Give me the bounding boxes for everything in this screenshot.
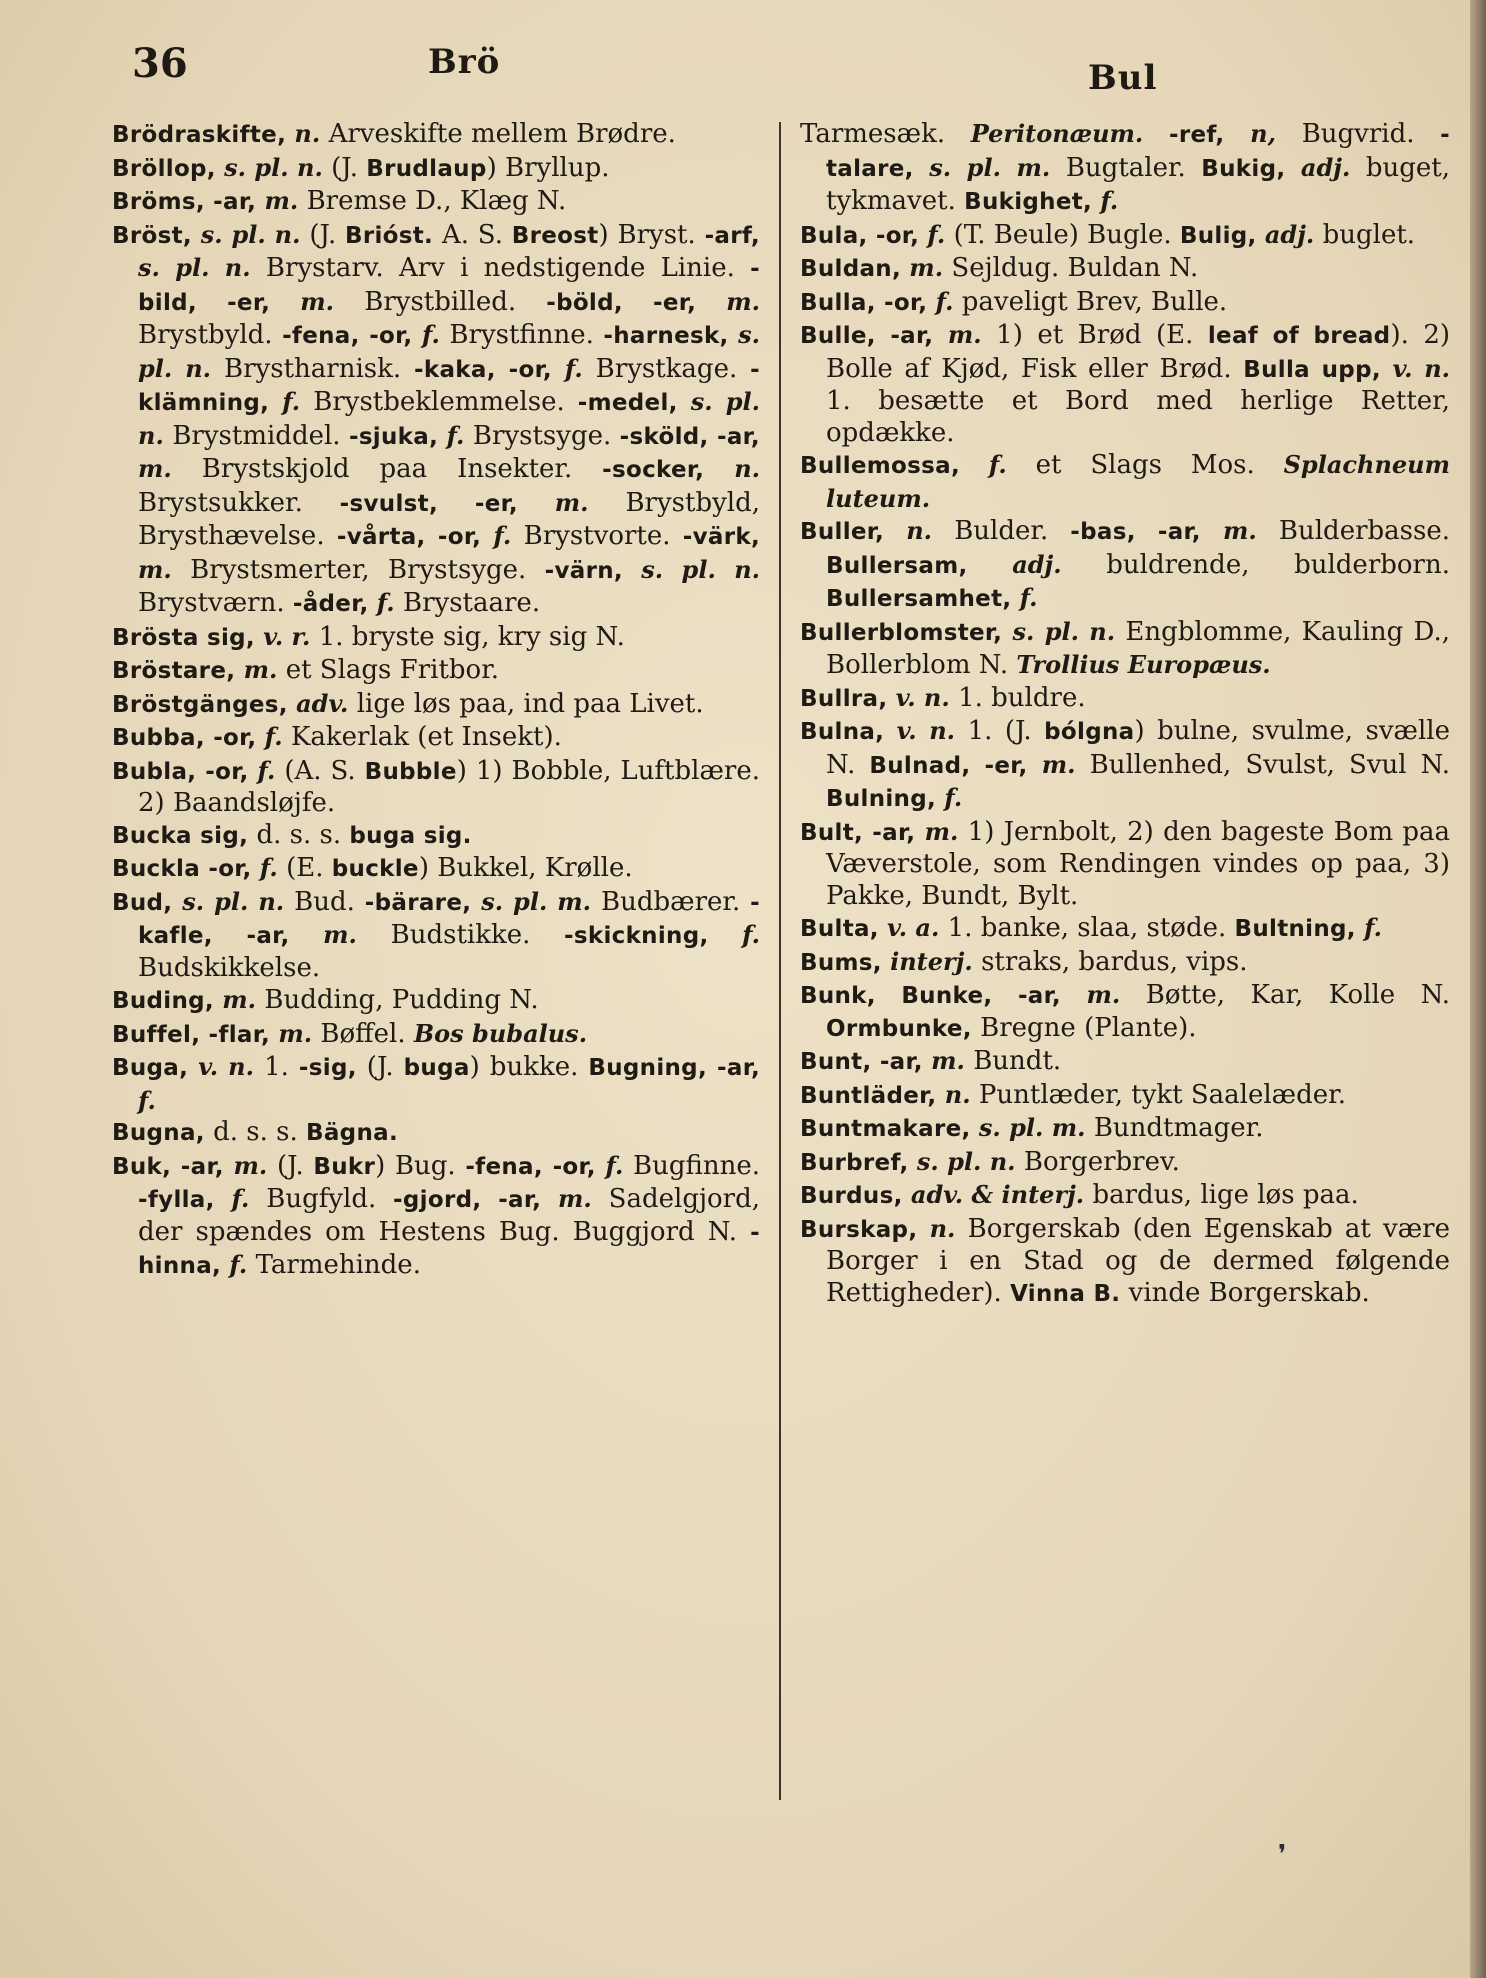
entry-headword: Buller, (800, 519, 907, 545)
dictionary-entry (800, 1213, 1450, 1311)
entry-headword: Brödraskifte, (112, 122, 295, 148)
dictionary-entry (112, 755, 760, 820)
entry-grammar-note: f. (1019, 583, 1038, 612)
entry-headword: Brudlaup (366, 155, 487, 182)
entry-definition: paveligt Brev, Bulle. (961, 286, 1228, 317)
entry-definition: Borgerbrev. (1023, 1146, 1180, 1177)
entry-headword: -böld, -er, (546, 289, 727, 316)
entry-grammar-note: f. (282, 387, 314, 416)
dictionary-entry (112, 219, 760, 621)
entry-definition: Borgerskab (den Egenskab at være Borger i en Stad og de dermed følgende Rettigheder). (826, 1213, 1450, 1308)
entry-definition: vinde Borgerskab. (1128, 1277, 1370, 1308)
entry-grammar-note: m. (554, 487, 626, 517)
entry-headword: Bröllop, (112, 155, 225, 182)
entry-headword: Bulla upp, (1243, 356, 1393, 383)
entry-grammar-note: m. (300, 286, 365, 316)
entry-grammar-note: f. (605, 1150, 634, 1180)
entry-definition: Bugfinne. (633, 1150, 761, 1181)
entry-definition: Brystharnisk. (224, 353, 415, 384)
entry-grammar-note: Splachneum luteum. (826, 450, 1450, 513)
entry-grammar-note: f. (1100, 186, 1119, 215)
entry-headword: leaf of bread (1207, 323, 1391, 349)
entry-grammar-note: m. (222, 985, 265, 1014)
entry-headword: buga sig. (349, 822, 472, 849)
entry-grammar-note: adv. & interj. (910, 1180, 1093, 1209)
entry-headword: Bugna, (112, 1120, 214, 1146)
dictionary-entry (112, 1051, 760, 1117)
dictionary-entry (112, 1150, 760, 1283)
entry-headword: -värk, (682, 524, 760, 550)
dictionary-entry (800, 912, 1450, 946)
entry-grammar-note: f. (493, 521, 524, 550)
dictionary-entry (112, 118, 760, 152)
entry-definition: 1. buldre. (958, 682, 1086, 713)
entry-definition: straks, bardus, vips. (981, 946, 1248, 977)
entry-definition: 1. banke, slaa, støde. (947, 913, 1235, 943)
entry-headword: Burdus, (800, 1183, 911, 1209)
entry-headword: -kafle, -ar, (138, 889, 761, 949)
entry-grammar-note: f. (1364, 913, 1382, 942)
entry-grammar-note: adj. (1264, 219, 1323, 249)
entry-definition: Engblomme, Kauling D., Bollerblom N. (826, 616, 1450, 680)
entry-headword: -åder, (292, 591, 377, 617)
entry-grammar-note: m. (323, 920, 391, 949)
entry-grammar-note: m. (1086, 980, 1146, 1009)
entry-headword: Bröst, (112, 222, 201, 249)
entry-definition: et Slags Mos. (1035, 450, 1284, 480)
entry-definition: Budskikkelse. (138, 952, 321, 983)
entry-headword: Buding, (112, 988, 223, 1014)
entry-grammar-note: v. n. (1392, 353, 1451, 383)
entry-headword: -fylla, (138, 1187, 232, 1213)
entry-grammar-note: f. (264, 722, 291, 751)
entry-grammar-note: n. (906, 516, 955, 545)
dictionary-entry (112, 984, 760, 1018)
entry-definition: Bøtte, Kar, Kolle N. (1145, 980, 1451, 1010)
entry-headword: bólgna (1044, 719, 1135, 745)
entry-definition: ) Bug. (375, 1150, 466, 1181)
entry-headword: -svulst, -er, (339, 490, 555, 517)
entry-grammar-note: f. (257, 755, 285, 785)
entry-definition: Bremse D., Klæg N. (306, 186, 567, 216)
entry-headword: Bullersam, (826, 552, 1013, 579)
entry-headword: Vinna B. (1010, 1280, 1129, 1307)
entry-definition: 1) Jernbolt, 2) den bageste Bom paa Væverstole, som Rendingen vindes op paa, 3) Pakke, Bundt, Bylt. (826, 816, 1450, 911)
entry-headword: Bullerblomster, (800, 619, 1013, 646)
entry-definition: ) Bryllup. (486, 152, 610, 183)
dictionary-entry (112, 654, 760, 688)
entry-headword: -fena, -or, (465, 1153, 606, 1180)
entry-definition: Brystvorte. (523, 521, 683, 551)
right-guide-word: Bul (1088, 58, 1158, 98)
entry-definition: 1. (J. (967, 716, 1045, 746)
entry-grammar-note: v. n. (895, 682, 959, 712)
entry-definition: Brystskjold paa Insekter. (201, 454, 603, 484)
entry-headword: Bult, -ar, (800, 819, 925, 846)
entry-grammar-note: m. (726, 286, 760, 316)
dictionary-entry (800, 1146, 1450, 1180)
entry-definition: (A. S. (284, 755, 365, 786)
entry-definition: Brystfinne. (449, 320, 604, 350)
dictionary-entry (112, 688, 760, 722)
dictionary-entry (800, 1045, 1450, 1079)
entry-grammar-note: n. (944, 1079, 979, 1109)
dictionary-entry (112, 185, 760, 219)
entry-headword: Bulig, (1179, 222, 1265, 249)
entry-grammar-note: m. (278, 1018, 321, 1048)
entry-grammar-note: f. (376, 588, 403, 617)
dictionary-entry (112, 152, 760, 186)
entry-definition: Bugvrid. (1301, 119, 1441, 149)
entry-headword: Ormbunke, (826, 1015, 981, 1042)
page-number: 36 (132, 40, 188, 87)
entry-definition: Brystarv. Arv i nedstigende Linie. (265, 253, 751, 283)
entry-headword: Buldan, (800, 256, 910, 282)
dictionary-entry (112, 1117, 760, 1150)
dictionary-entry (112, 621, 760, 655)
entry-grammar-note: m. (138, 554, 191, 584)
entry-definition: 1. besætte et Bord med herlige Retter, opdække. (826, 386, 1450, 448)
entry-definition: A. S. (441, 219, 512, 250)
entry-definition: Bud. (294, 886, 365, 917)
dictionary-entry (800, 616, 1450, 682)
entry-grammar-note: m. (1041, 749, 1090, 779)
entry-definition: Bullenhed, Svulst, Svul N. (1089, 749, 1450, 780)
entry-headword: -kaka, -or, (414, 356, 565, 383)
entry-grammar-note: m. (924, 816, 968, 846)
entry-grammar-note: s. pl. m. (929, 152, 1066, 182)
left-column (112, 118, 760, 1283)
entry-grammar-note: f. (935, 286, 962, 316)
entry-definition: Bugtaler. (1065, 152, 1202, 183)
entry-grammar-note: adj. (1012, 549, 1107, 579)
entry-definition: Budstikke. (390, 920, 565, 950)
dictionary-entry (800, 252, 1450, 286)
entry-definition: (E. (286, 853, 332, 883)
entry-definition: lige løs paa, ind paa Livet. (356, 688, 704, 719)
entry-grammar-note: n, (1250, 119, 1302, 148)
entry-headword: Bula, -or, (800, 222, 928, 249)
entry-definition: ) 1) Bobble, Luftblære. 2) Baandsløjfe. (138, 755, 760, 818)
entry-definition: d. s. s. (213, 1117, 307, 1147)
entry-headword: Bubla, -or, (112, 758, 258, 785)
right-column (800, 118, 1450, 1310)
entry-definition: bardus, lige løs paa. (1092, 1180, 1359, 1210)
entry-grammar-note: m. (947, 320, 997, 349)
entry-headword: Burbref, (800, 1149, 917, 1176)
entry-grammar-note: Bos bubalus. (413, 1018, 588, 1048)
entry-headword: buga (403, 1055, 470, 1081)
entry-headword: -hinna, (138, 1219, 760, 1279)
entry-grammar-note: v. r. (263, 621, 319, 651)
entry-grammar-note: f. (988, 450, 1036, 479)
entry-definition: Arveskifte mellem Brødre. (328, 119, 676, 149)
entry-grammar-note: v. n. (198, 1052, 265, 1081)
entry-headword: Bulning, (826, 786, 945, 812)
entry-headword: Bullemossa, (800, 453, 989, 479)
entry-headword: Buffel, -flar, (112, 1021, 279, 1048)
entry-grammar-note: s. pl. n. (224, 152, 332, 182)
entry-headword: -bild, -er, (138, 256, 760, 316)
dictionary-entry (112, 852, 760, 886)
entry-headword: Bunt, -ar, (800, 1049, 932, 1075)
dictionary-entry (800, 946, 1450, 980)
entry-definition: Bulder. (954, 516, 1071, 546)
entry-grammar-note: s. pl. n. (182, 886, 295, 916)
entry-definition: Tarmesæk. (800, 119, 971, 149)
entry-headword: -vårta, -or, (336, 524, 494, 550)
entry-grammar-note: f. (927, 219, 954, 249)
dictionary-entry (800, 449, 1450, 515)
entry-grammar-note: n. (294, 119, 329, 148)
entry-grammar-note: f. (229, 1250, 256, 1279)
entry-headword: Bubble (364, 758, 457, 785)
entry-grammar-note: m. (264, 186, 307, 215)
entry-grammar-note: m. (233, 1150, 277, 1180)
entry-grammar-note: s. pl. m. (481, 886, 602, 916)
dictionary-entry (112, 886, 760, 985)
entry-grammar-note: Trollius Europæus. (1016, 650, 1271, 679)
entry-definition: Sadelgjord, der spændes om Hestens Bug. Buggjord N. (138, 1184, 761, 1247)
entry-definition: Budding, Pudding N. (264, 985, 539, 1015)
entry-headword: -sig, (298, 1055, 367, 1081)
entry-definition: Brystsyge. (472, 420, 620, 451)
entry-grammar-note: s. pl. n. (916, 1146, 1024, 1176)
entry-headword: Brösta sig, (112, 624, 264, 651)
dictionary-entry (800, 286, 1450, 320)
entry-definition: (J. (331, 152, 367, 183)
entry-grammar-note: s. pl. n. (138, 253, 266, 282)
entry-headword: Burskap, (800, 1216, 930, 1243)
entry-definition: Brystkage. (595, 353, 751, 384)
entry-headword: Bukr (313, 1153, 376, 1180)
dictionary-entry (800, 515, 1450, 616)
entry-grammar-note: f. (421, 320, 450, 349)
entry-definition: buglet. (1322, 219, 1416, 250)
entry-grammar-note: m. (558, 1184, 609, 1213)
page-header (0, 40, 1470, 110)
entry-definition: Bøffel. (320, 1018, 414, 1049)
entry-definition: (J. (366, 1052, 404, 1082)
entry-definition: ) bulne, svulme, svælle N. (826, 716, 1450, 780)
entry-grammar-note: v. n. (896, 716, 968, 745)
entry-grammar-note: v. a. (887, 913, 948, 942)
entry-headword: -sköld, -ar, (619, 423, 760, 450)
entry-definition: Brystbilled. (364, 286, 547, 317)
entry-headword: Bröstare, (112, 658, 244, 684)
entry-grammar-note: s. pl. n. (138, 320, 760, 383)
left-guide-word: Brö (428, 42, 501, 82)
entry-definition: 1. (264, 1052, 299, 1082)
entry-headword: Bukig, (1201, 155, 1301, 182)
entry-definition: Tarmehinde. (255, 1250, 421, 1280)
dictionary-entry (800, 816, 1450, 913)
entry-definition: Brystsmerter, Brystsyge. (190, 554, 545, 585)
dictionary-entry (800, 979, 1450, 1045)
entry-definition: 1. bryste sig, kry sig N. (318, 621, 625, 652)
entry-headword: -fena, -or, (282, 323, 422, 349)
entry-grammar-note: f. (446, 420, 473, 450)
entry-grammar-note: s. pl. n. (1012, 616, 1126, 646)
entry-headword: Bulnad, -er, (869, 752, 1042, 779)
entry-definition: Bugfyld. (266, 1184, 394, 1214)
dictionary-entry (800, 118, 1450, 219)
entry-definition: buget, tykmavet. (826, 152, 1451, 216)
entry-grammar-note: m. (243, 655, 286, 684)
entry-definition: Brystbyld. (138, 320, 283, 350)
entry-grammar-note: f. (138, 1085, 156, 1115)
entry-headword: -skickning, (564, 923, 743, 949)
entry-definition: 1) et Brød (E. (996, 320, 1208, 350)
entry-headword: -talare, (826, 122, 1451, 182)
dictionary-entry (112, 721, 760, 755)
dictionary-entry (800, 1079, 1450, 1113)
entry-headword: Brióst. (345, 222, 442, 249)
entry-definition: buldrende, bulderborn. (1106, 549, 1450, 580)
entry-headword: -arf, (704, 222, 760, 249)
entry-headword: Buckla -or, (112, 856, 260, 882)
entry-headword: -medel, (577, 390, 691, 416)
dictionary-entry (112, 820, 760, 853)
entry-headword: -socker, (602, 457, 735, 483)
dictionary-entry (800, 682, 1450, 716)
entry-headword: -sjuka, (348, 423, 447, 450)
entry-headword: Buga, (112, 1055, 199, 1081)
entry-headword: Bultning, (1234, 916, 1365, 942)
entry-grammar-note: m. (138, 454, 202, 483)
entry-headword: Bunk, Bunke, -ar, (800, 983, 1087, 1009)
entry-grammar-note: Peritonæum. (970, 119, 1169, 148)
entry-definition: Brystmiddel. (172, 420, 349, 451)
entry-grammar-note: s. pl. m. (978, 1113, 1094, 1142)
entry-grammar-note: f. (742, 920, 760, 949)
entry-headword: Bulna, (800, 719, 897, 745)
entry-grammar-note: n. (929, 1213, 968, 1243)
entry-definition: ) Bukkel, Krølle. (418, 853, 633, 883)
entry-definition: d. s. s. (256, 819, 350, 850)
entry-headword: Bud, (112, 889, 183, 916)
entry-grammar-note: f. (944, 783, 963, 812)
entry-headword: -harnesk, (603, 323, 739, 349)
dictionary-entry (800, 1179, 1450, 1213)
entry-definition: ) bukke. (469, 1052, 589, 1082)
entry-grammar-note: m. (1222, 516, 1279, 545)
entry-definition: Bregne (Plante). (980, 1012, 1197, 1043)
entry-headword: -bas, -ar, (1070, 519, 1223, 545)
entry-headword: Bröms, -ar, (112, 189, 265, 215)
entry-definition: ). 2) Bolle af Kjød, Fisk eller Brød. (826, 320, 1451, 384)
entry-headword: Bugning, -ar, (588, 1055, 760, 1081)
entry-definition: Bundt. (973, 1046, 1062, 1076)
entry-definition: Budbærer. (601, 886, 751, 917)
entry-headword: -bärare, (364, 889, 482, 916)
ink-mark-icon: ❜ (1278, 1840, 1287, 1870)
entry-headword: Bulta, (800, 916, 888, 942)
entry-headword: Bröstgänges, (112, 691, 297, 718)
dictionary-entry (112, 1018, 760, 1052)
entry-headword: Bums, (800, 949, 891, 976)
entry-headword: Buntmakare, (800, 1116, 979, 1142)
entry-headword: -gjord, -ar, (393, 1187, 559, 1213)
entry-definition: Brystbyld, Brysthævelse. (138, 487, 761, 551)
entry-grammar-note: adj. (1300, 152, 1366, 182)
entry-definition: et Slags Fritbor. (285, 655, 500, 685)
entry-grammar-note: m. (909, 253, 952, 282)
entry-headword: Bubba, -or, (112, 725, 265, 751)
entry-definition: Bulderbasse. (1278, 516, 1450, 546)
entry-headword: Bukighet, (964, 189, 1101, 215)
entry-headword: -värn, (544, 557, 642, 584)
entry-headword: buckle (331, 856, 419, 882)
entry-headword: Bullra, (800, 685, 896, 712)
entry-headword: Bägna. (306, 1120, 398, 1146)
entry-headword: Buk, -ar, (112, 1153, 234, 1180)
entry-grammar-note: n. (734, 454, 761, 483)
dictionary-entry (800, 715, 1450, 816)
entry-grammar-note: s. pl. n. (138, 387, 760, 450)
entry-headword: Bucka sig, (112, 822, 257, 849)
column-divider (779, 122, 781, 1800)
entry-definition: Puntlæder, tykt Saalelæder. (978, 1079, 1346, 1110)
entry-grammar-note: adv. (296, 688, 357, 718)
entry-definition: Kakerlak (et Insekt). (290, 722, 562, 752)
entry-grammar-note: s. pl. n. (641, 554, 761, 584)
dictionary-entry (800, 1112, 1450, 1146)
entry-definition: ) Bryst. (598, 219, 705, 250)
entry-grammar-note: f. (231, 1184, 267, 1213)
entry-headword: Breost (511, 222, 599, 249)
entry-definition: Brystbeklemmelse. (313, 387, 578, 417)
entry-headword: Bulle, -ar, (800, 323, 948, 349)
entry-definition: Brystaare. (402, 588, 541, 618)
entry-grammar-note: s. pl. n. (200, 219, 310, 249)
entry-grammar-note: f. (259, 853, 287, 882)
entry-definition: Brystværn. (138, 588, 293, 618)
entry-grammar-note: interj. (890, 946, 982, 976)
entry-grammar-note: f. (564, 353, 596, 383)
entry-headword: Bulla, -or, (800, 289, 936, 316)
dictionary-entry (800, 319, 1450, 449)
entry-definition: Brystsukker. (138, 487, 340, 518)
entry-grammar-note: m. (931, 1046, 974, 1075)
dictionary-entry (800, 219, 1450, 253)
entry-definition: (T. Beule) Bugle. (953, 219, 1180, 250)
entry-definition: (J. (309, 219, 346, 250)
entry-definition: Bundtmager. (1093, 1113, 1264, 1143)
entry-definition: Sejldug. Buldan N. (951, 253, 1199, 283)
entry-definition: (J. (276, 1150, 314, 1181)
entry-headword: -klämning, (138, 356, 760, 416)
book-spine-edge (1470, 0, 1486, 1978)
entry-headword: Bullersamhet, (826, 586, 1020, 612)
entry-headword: Buntläder, (800, 1082, 945, 1109)
entry-headword: -ref, (1169, 122, 1251, 148)
